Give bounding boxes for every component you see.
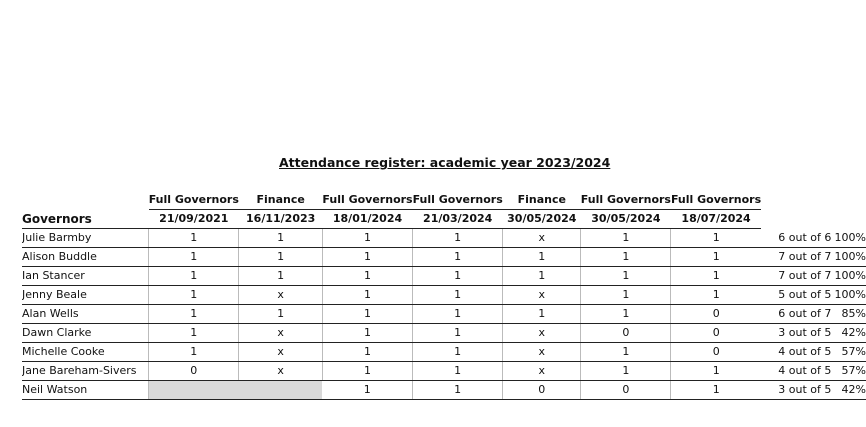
corner-cell — [22, 191, 149, 210]
attendance-percent: 100% — [831, 267, 866, 286]
attendance-cell: 1 — [322, 343, 412, 362]
attendance-cell: 1 — [581, 286, 671, 305]
governor-name: Alan Wells — [22, 305, 149, 324]
table-row — [22, 343, 866, 362]
attendance-cell: x — [503, 324, 581, 343]
governor-name: Jane Bareham-Sivers — [22, 362, 149, 381]
attendance-percent: 100% — [831, 286, 866, 305]
attendance-fraction: 3 out of 5 — [761, 324, 831, 343]
governor-name: Michelle Cooke — [22, 343, 149, 362]
attendance-cell: 1 — [581, 343, 671, 362]
attendance-cell: 1 — [322, 267, 412, 286]
meeting-type-header: Finance — [239, 191, 323, 210]
attendance-cell: x — [239, 362, 323, 381]
meeting-date-header: 30/05/2024 — [581, 210, 671, 229]
attendance-cell: 0 — [671, 305, 761, 324]
attendance-cell: 1 — [413, 305, 503, 324]
attendance-cell: x — [239, 286, 323, 305]
attendance-percent: 57% — [831, 362, 866, 381]
governors-column-header: Governors — [22, 210, 149, 229]
attendance-fraction: 7 out of 7 — [761, 248, 831, 267]
attendance-cell: 1 — [671, 267, 761, 286]
attendance-cell: 1 — [581, 229, 671, 248]
attendance-cell: 1 — [322, 305, 412, 324]
attendance-cell: 1 — [322, 362, 412, 381]
attendance-cell: 0 — [671, 343, 761, 362]
attendance-cell: 1 — [413, 248, 503, 267]
attendance-percent: 42% — [831, 381, 866, 400]
attendance-cell: 1 — [503, 305, 581, 324]
attendance-cell: 1 — [149, 324, 239, 343]
attendance-cell: 1 — [503, 248, 581, 267]
attendance-cell: 1 — [413, 286, 503, 305]
table-row — [22, 267, 866, 286]
attendance-fraction: 4 out of 5 — [761, 343, 831, 362]
attendance-cell: x — [503, 343, 581, 362]
attendance-cell: 1 — [322, 286, 412, 305]
governor-name: Jenny Beale — [22, 286, 149, 305]
percent-blank-header — [831, 210, 866, 229]
summary-blank-header — [761, 191, 831, 210]
attendance-cell: 1 — [149, 305, 239, 324]
attendance-cell: 1 — [581, 362, 671, 381]
attendance-cell: 0 — [581, 324, 671, 343]
attendance-cell: 1 — [322, 229, 412, 248]
attendance-percent: 100% — [831, 229, 866, 248]
attendance-percent: 42% — [831, 324, 866, 343]
not-applicable-cell — [149, 381, 239, 400]
attendance-cell: 1 — [149, 248, 239, 267]
attendance-table — [22, 191, 866, 400]
meeting-date-header: 21/09/2021 — [149, 210, 239, 229]
attendance-cell: 1 — [239, 248, 323, 267]
attendance-cell: 1 — [413, 381, 503, 400]
meeting-date-header: 18/07/2024 — [671, 210, 761, 229]
attendance-cell: 1 — [239, 267, 323, 286]
attendance-percent: 100% — [831, 248, 866, 267]
attendance-cell: 1 — [239, 229, 323, 248]
attendance-cell: 1 — [239, 305, 323, 324]
governor-name: Alison Buddle — [22, 248, 149, 267]
table-row — [22, 324, 866, 343]
meeting-type-header: Full Governors — [322, 191, 412, 210]
governor-name: Dawn Clarke — [22, 324, 149, 343]
summary-blank-header — [761, 210, 831, 229]
attendance-cell: 1 — [149, 229, 239, 248]
attendance-cell: 1 — [671, 286, 761, 305]
attendance-cell: 1 — [671, 362, 761, 381]
attendance-cell: 1 — [322, 324, 412, 343]
attendance-cell: 1 — [322, 248, 412, 267]
table-row — [22, 305, 866, 324]
governor-name: Neil Watson — [22, 381, 149, 400]
attendance-fraction: 5 out of 5 — [761, 286, 831, 305]
table-row — [22, 362, 866, 381]
attendance-cell: 1 — [671, 229, 761, 248]
attendance-cell: 1 — [581, 248, 671, 267]
table-row — [22, 381, 866, 400]
meeting-date-header: 30/05/2024 — [503, 210, 581, 229]
attendance-cell: 1 — [671, 248, 761, 267]
attendance-cell: 0 — [503, 381, 581, 400]
attendance-cell: x — [239, 324, 323, 343]
attendance-cell: 1 — [149, 286, 239, 305]
meeting-date-header: 16/11/2023 — [239, 210, 323, 229]
meeting-type-header: Finance — [503, 191, 581, 210]
attendance-cell: x — [503, 229, 581, 248]
attendance-fraction: 6 out of 6 — [761, 229, 831, 248]
meeting-date-header: 18/01/2024 — [322, 210, 412, 229]
attendance-cell: 1 — [671, 381, 761, 400]
attendance-fraction: 3 out of 5 — [761, 381, 831, 400]
meeting-date-row — [22, 210, 866, 229]
attendance-cell: x — [239, 343, 323, 362]
table-row — [22, 286, 866, 305]
attendance-cell: 1 — [413, 324, 503, 343]
attendance-cell: 0 — [581, 381, 671, 400]
attendance-percent: 85% — [831, 305, 866, 324]
attendance-cell: 0 — [149, 362, 239, 381]
meeting-type-row — [22, 191, 866, 210]
attendance-cell: 1 — [413, 267, 503, 286]
not-applicable-cell — [239, 381, 323, 400]
meeting-type-header: Full Governors — [581, 191, 671, 210]
attendance-cell: 0 — [671, 324, 761, 343]
attendance-cell: 1 — [149, 267, 239, 286]
attendance-fraction: 6 out of 7 — [761, 305, 831, 324]
attendance-fraction: 4 out of 5 — [761, 362, 831, 381]
governor-name: Ian Stancer — [22, 267, 149, 286]
attendance-fraction: 7 out of 7 — [761, 267, 831, 286]
attendance-cell: 1 — [413, 229, 503, 248]
meeting-date-header: 21/03/2024 — [413, 210, 503, 229]
attendance-cell: x — [503, 286, 581, 305]
attendance-cell: x — [503, 362, 581, 381]
percent-blank-header — [831, 191, 866, 210]
attendance-cell: 1 — [413, 343, 503, 362]
attendance-cell: 1 — [149, 343, 239, 362]
attendance-cell: 1 — [413, 362, 503, 381]
meeting-type-header: Full Governors — [413, 191, 503, 210]
attendance-percent: 57% — [831, 343, 866, 362]
meeting-type-header: Full Governors — [149, 191, 239, 210]
governor-name: Julie Barmby — [22, 229, 149, 248]
attendance-cell: 1 — [322, 381, 412, 400]
page-title: Attendance register: academic year 2023/2024 — [279, 155, 611, 170]
attendance-cell: 1 — [503, 267, 581, 286]
table-row — [22, 248, 866, 267]
attendance-cell: 1 — [581, 267, 671, 286]
attendance-cell: 1 — [581, 305, 671, 324]
table-row — [22, 229, 866, 248]
meeting-type-header: Full Governors — [671, 191, 761, 210]
